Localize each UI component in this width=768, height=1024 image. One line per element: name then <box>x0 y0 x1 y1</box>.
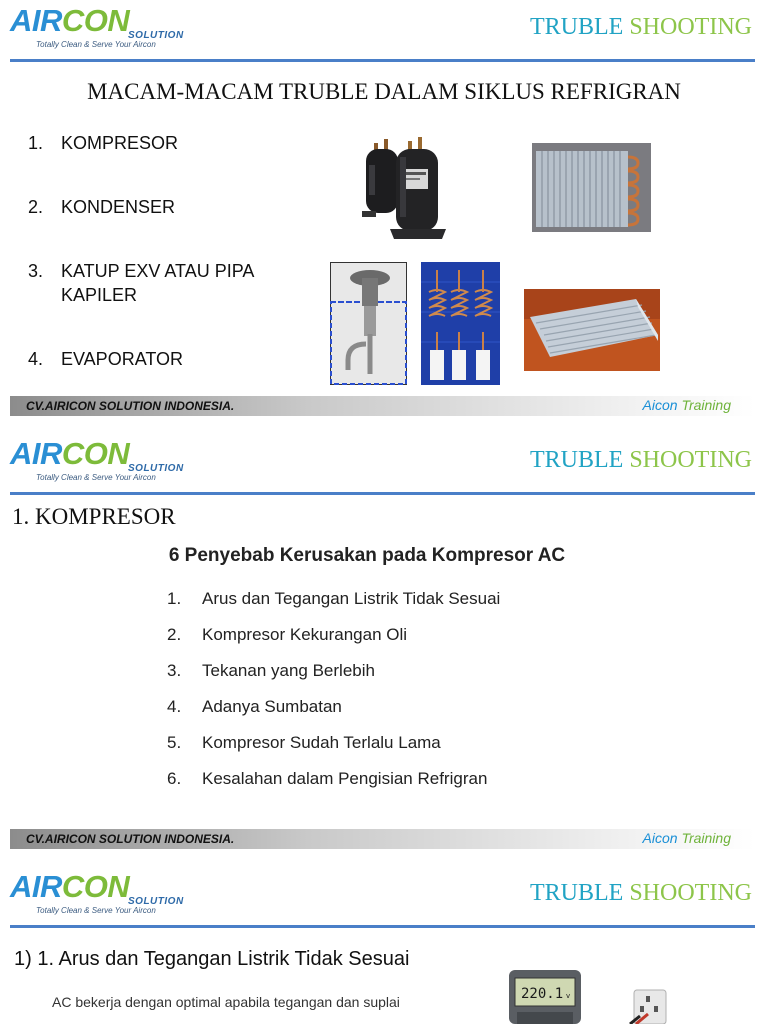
list-item: 4. Adanya Sumbatan <box>167 697 342 716</box>
meter-unit: v <box>566 992 571 1000</box>
slide-3 <box>0 866 768 1024</box>
slide-title: TRUBLE SHOOTING <box>530 447 752 473</box>
footer-bar: CV.AIRICON SOLUTION INDONESIA. Aicon Training <box>10 829 755 849</box>
aircon-logo: AIRCON SOLUTION Totally Clean & Serve Your Aircon <box>10 3 184 49</box>
list-item: 4. EVAPORATOR <box>28 349 184 369</box>
list-item: 3. KATUP EXV ATAU PIPA KAPILER <box>28 261 255 305</box>
condenser-photo <box>532 143 651 232</box>
list-item: 1. KOMPRESOR <box>28 133 179 153</box>
capillary-tube-photo <box>421 262 500 385</box>
list-item: 2. Kompresor Kekurangan Oli <box>167 625 408 644</box>
list-item: 6. Kesalahan dalam Pengisian Refrigran <box>167 769 488 788</box>
wall-socket-photo <box>626 986 676 1024</box>
slide-subheading: 6 Penyebab Kerusakan pada Kompresor AC <box>168 545 566 566</box>
list-item: 2. KONDENSER <box>28 197 176 217</box>
section-heading: 1. KOMPRESOR <box>12 504 176 529</box>
slide-title: TRUBLE SHOOTING <box>530 14 752 40</box>
compressor-photo <box>360 135 450 247</box>
list-item: 3. Tekanan yang Berlebih <box>167 661 375 680</box>
footer-bar: CV.AIRICON SOLUTION INDONESIA. Aicon Training <box>10 396 755 416</box>
evaporator-photo <box>524 289 660 371</box>
slide-heading: MACAM-MACAM TRUBLE DALAM SIKLUS REFRIGRAN <box>87 79 681 104</box>
slide-1 <box>0 0 768 433</box>
header-divider <box>10 59 755 62</box>
aircon-logo: AIRCON SOLUTION Totally Clean & Serve Your Aircon <box>10 869 184 915</box>
meter-reading: 220.1 <box>521 986 564 1002</box>
slide-heading: 1) 1. Arus dan Tegangan Listrik Tidak Sesuai <box>14 948 410 970</box>
slide-title: TRUBLE SHOOTING <box>530 880 752 906</box>
list-item: 5. Kompresor Sudah Terlalu Lama <box>167 733 441 752</box>
voltmeter-photo <box>509 970 581 1024</box>
aircon-logo: AIRCON SOLUTION Totally Clean & Serve Your Aircon <box>10 436 184 482</box>
list-item: 1. Arus dan Tegangan Listrik Tidak Sesuai <box>167 589 501 608</box>
exv-valve-photo <box>330 262 407 385</box>
header-divider <box>10 492 755 495</box>
body-paragraph: AC bekerja dengan optimal apabila tegangan dan suplai <box>52 994 400 1010</box>
slide-2 <box>0 433 768 866</box>
header-divider <box>10 925 755 928</box>
